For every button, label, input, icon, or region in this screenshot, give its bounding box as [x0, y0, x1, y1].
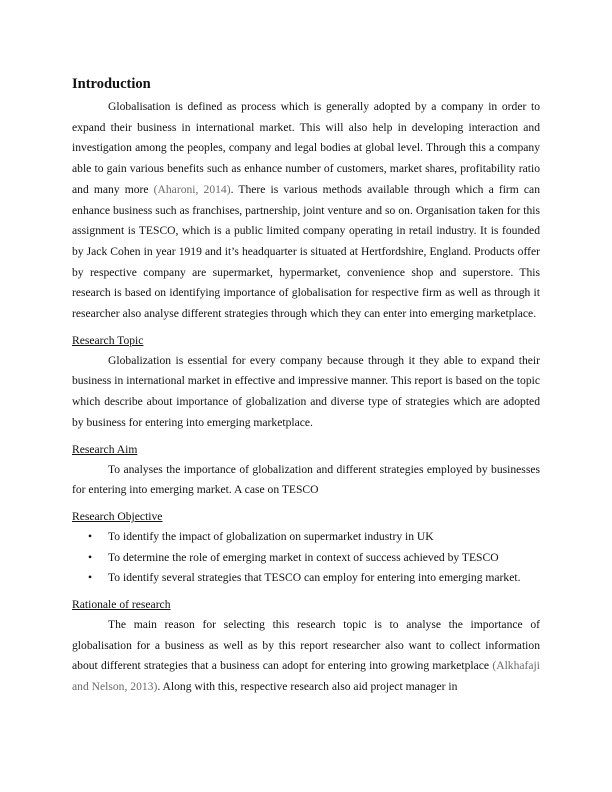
- intro-text-1: Globalisation is defined as process which is generally adopted by a company in order to expand their business in international market. This will also help in developing interaction and investigation among the peoples, company and legal bodies at global level. Through this a company able to gain various benefits such as enhance number of customers, market shares, profitability ratio and many more: [72, 100, 540, 196]
- page-title: Introduction: [72, 76, 151, 92]
- introduction-paragraph: [72, 97, 540, 325]
- objective-text: To identify several strategies that TESCO can employ for entering into emerging market.: [108, 571, 521, 585]
- objective-text: To identify the impact of globalization on supermarket industry in UK: [108, 529, 434, 543]
- list-item: [72, 548, 540, 569]
- rationale-heading: Rationale of research: [72, 598, 171, 612]
- research-aim-paragraph: To analyses the importance of globalization and different strategies employed by businesses for entering into emerging market. A case on TESCO: [72, 462, 540, 497]
- research-topic-heading: Research Topic: [72, 333, 144, 347]
- list-item: [72, 527, 540, 548]
- intro-text-2: . There is various methods available through which a firm can enhance business such as franchises, partnership, joint venture and so on. Organisation taken for this assignment is TESCO, which is a public limited company operating in retail industry. It is founded by Jack Cohen in year 1919 and it’s headquarter is situated at Hertfordshire, England. Products offer by respective company are supermarket, hypermarket, convenience shop and superstore. This research is based on identifying importance of globalisation for respective firm as well as through it researcher also analyse different strategies through which they can enter into emerging marketplace.: [72, 182, 541, 321]
- rationale-paragraph: [72, 615, 540, 698]
- rationale-text-1: The main reason for selecting this research topic is to analyse the importance of globalisation for a business as well as by this report researcher also want to collect information about different strategies that a business can adopt for entering into growing marketplace: [72, 618, 540, 673]
- bullet-icon: •: [88, 550, 93, 564]
- research-topic-paragraph: Globalization is essential for every company because through it they able to expand their business in international market in effective and impressive manner. This report is based on the topic which describe about importance of globalization and diverse type of strategies which are adopted by business for entering into emerging marketplace.: [72, 353, 540, 429]
- bullet-icon: •: [88, 571, 93, 585]
- rationale-citation: (Alkhafaji and Nelson, 2013): [72, 659, 540, 694]
- rationale-text-2: . Along with this, respective research also aid project manager in: [157, 680, 458, 694]
- document-page: [72, 74, 540, 698]
- list-item: [72, 568, 540, 589]
- objective-text: To determine the role of emerging market in context of success achieved by TESCO: [108, 550, 499, 564]
- intro-citation: (Aharoni, 2014): [153, 182, 231, 196]
- bullet-icon: •: [88, 529, 93, 543]
- objective-list: [72, 527, 540, 589]
- research-aim-heading: Research Aim: [72, 442, 138, 456]
- research-objective-heading: Research Objective: [72, 509, 163, 523]
